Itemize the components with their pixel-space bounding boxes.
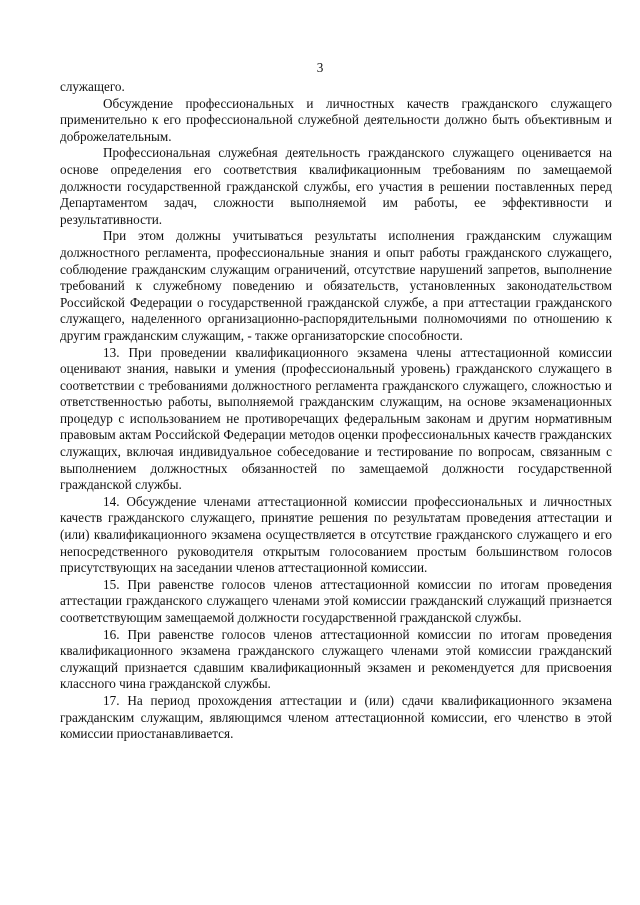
- clause-13: 13. При проведении квалификационного экзамена члены аттестационной комиссии оценивают знания, навыки и умения (профессиональный уровень) гражданского служащего в соответствии с требованиями должностного регламента гражданского служащего, сложностью и ответственностью работы, выполняемой гражданским служащим, на основе экзаменационных процедур с использованием не противоречащих федеральным законам и другим нормативным правовым актам Российской Федерации методов оценки профессиональных качеств гражданских служащих, включая индивидуальное собеседование и тестирование по вопросам, связанным с выполнением должностных обязанностей по замещаемой должности государственной гражданской службы.: [60, 344, 612, 493]
- clause-16: 16. При равенстве голосов членов аттестационной комиссии по итогам проведения квалификационного экзамена гражданского служащего членами этой комиссии гражданский служащий признается сдавшим квалификационный экзамен и рекомендуется для присвоения классного чина гражданской службы.: [60, 626, 612, 692]
- clause-17: 17. На период прохождения аттестации и (или) сдачи квалификационного экзамена гражданским служащим, являющимся членом аттестационной комиссии, его членство в этой комиссии приостанавливается.: [60, 692, 612, 742]
- paragraph-continuation: служащего.: [60, 79, 125, 94]
- page-number: 3: [316, 60, 324, 75]
- paragraph-discussion-qualities: Обсуждение профессиональных и личностных качеств гражданского служащего применительно к его профессиональной служебной деятельности должно быть объективным и доброжелательным.: [60, 95, 612, 144]
- clause-15: 15. При равенстве голосов членов аттестационной комиссии по итогам проведения аттестации гражданского служащего членами этой комиссии гражданский служащий признается соответствующим замещаемой должности государственной гражданской службы.: [60, 576, 612, 625]
- paragraph-professional-activity: Профессиональная служебная деятельность гражданского служащего оценивается на основе определения его соответствия квалификационным требованиям по замещаемой должности государственной гражданской службы, его участия в решении поставленных перед Департаментом задач, сложности выполняемой им работы, ее эффективности и результативности.: [60, 145, 612, 227]
- paragraph-results-consideration: При этом должны учитываться результаты исполнения гражданским служащим должностного регламента, профессиональные знания и опыт работы гражданского служащего, соблюдение гражданским служащим ограничений, отсутствие нарушений запретов, выполнение требований к служебному поведению и обязательств, установленных законодательством Российской Федерации о государственной гражданской службе, а при аттестации гражданского служащего, наделенного организационно-распорядительными полномочиями по отношению к другим гражданским служащим, - также организаторские способности.: [60, 228, 612, 343]
- clause-14: 14. Обсуждение членами аттестационной комиссии профессиональных и личностных качеств гражданского служащего, принятие решения по результатам проведения аттестации и (или) квалификационного экзамена осуществляется в отсутствие гражданского служащего и его непосредственного руководителя открытым голосованием простым большинством голосов присутствующих на заседании членов аттестационной комиссии.: [60, 493, 612, 576]
- document-body: [60, 79, 612, 743]
